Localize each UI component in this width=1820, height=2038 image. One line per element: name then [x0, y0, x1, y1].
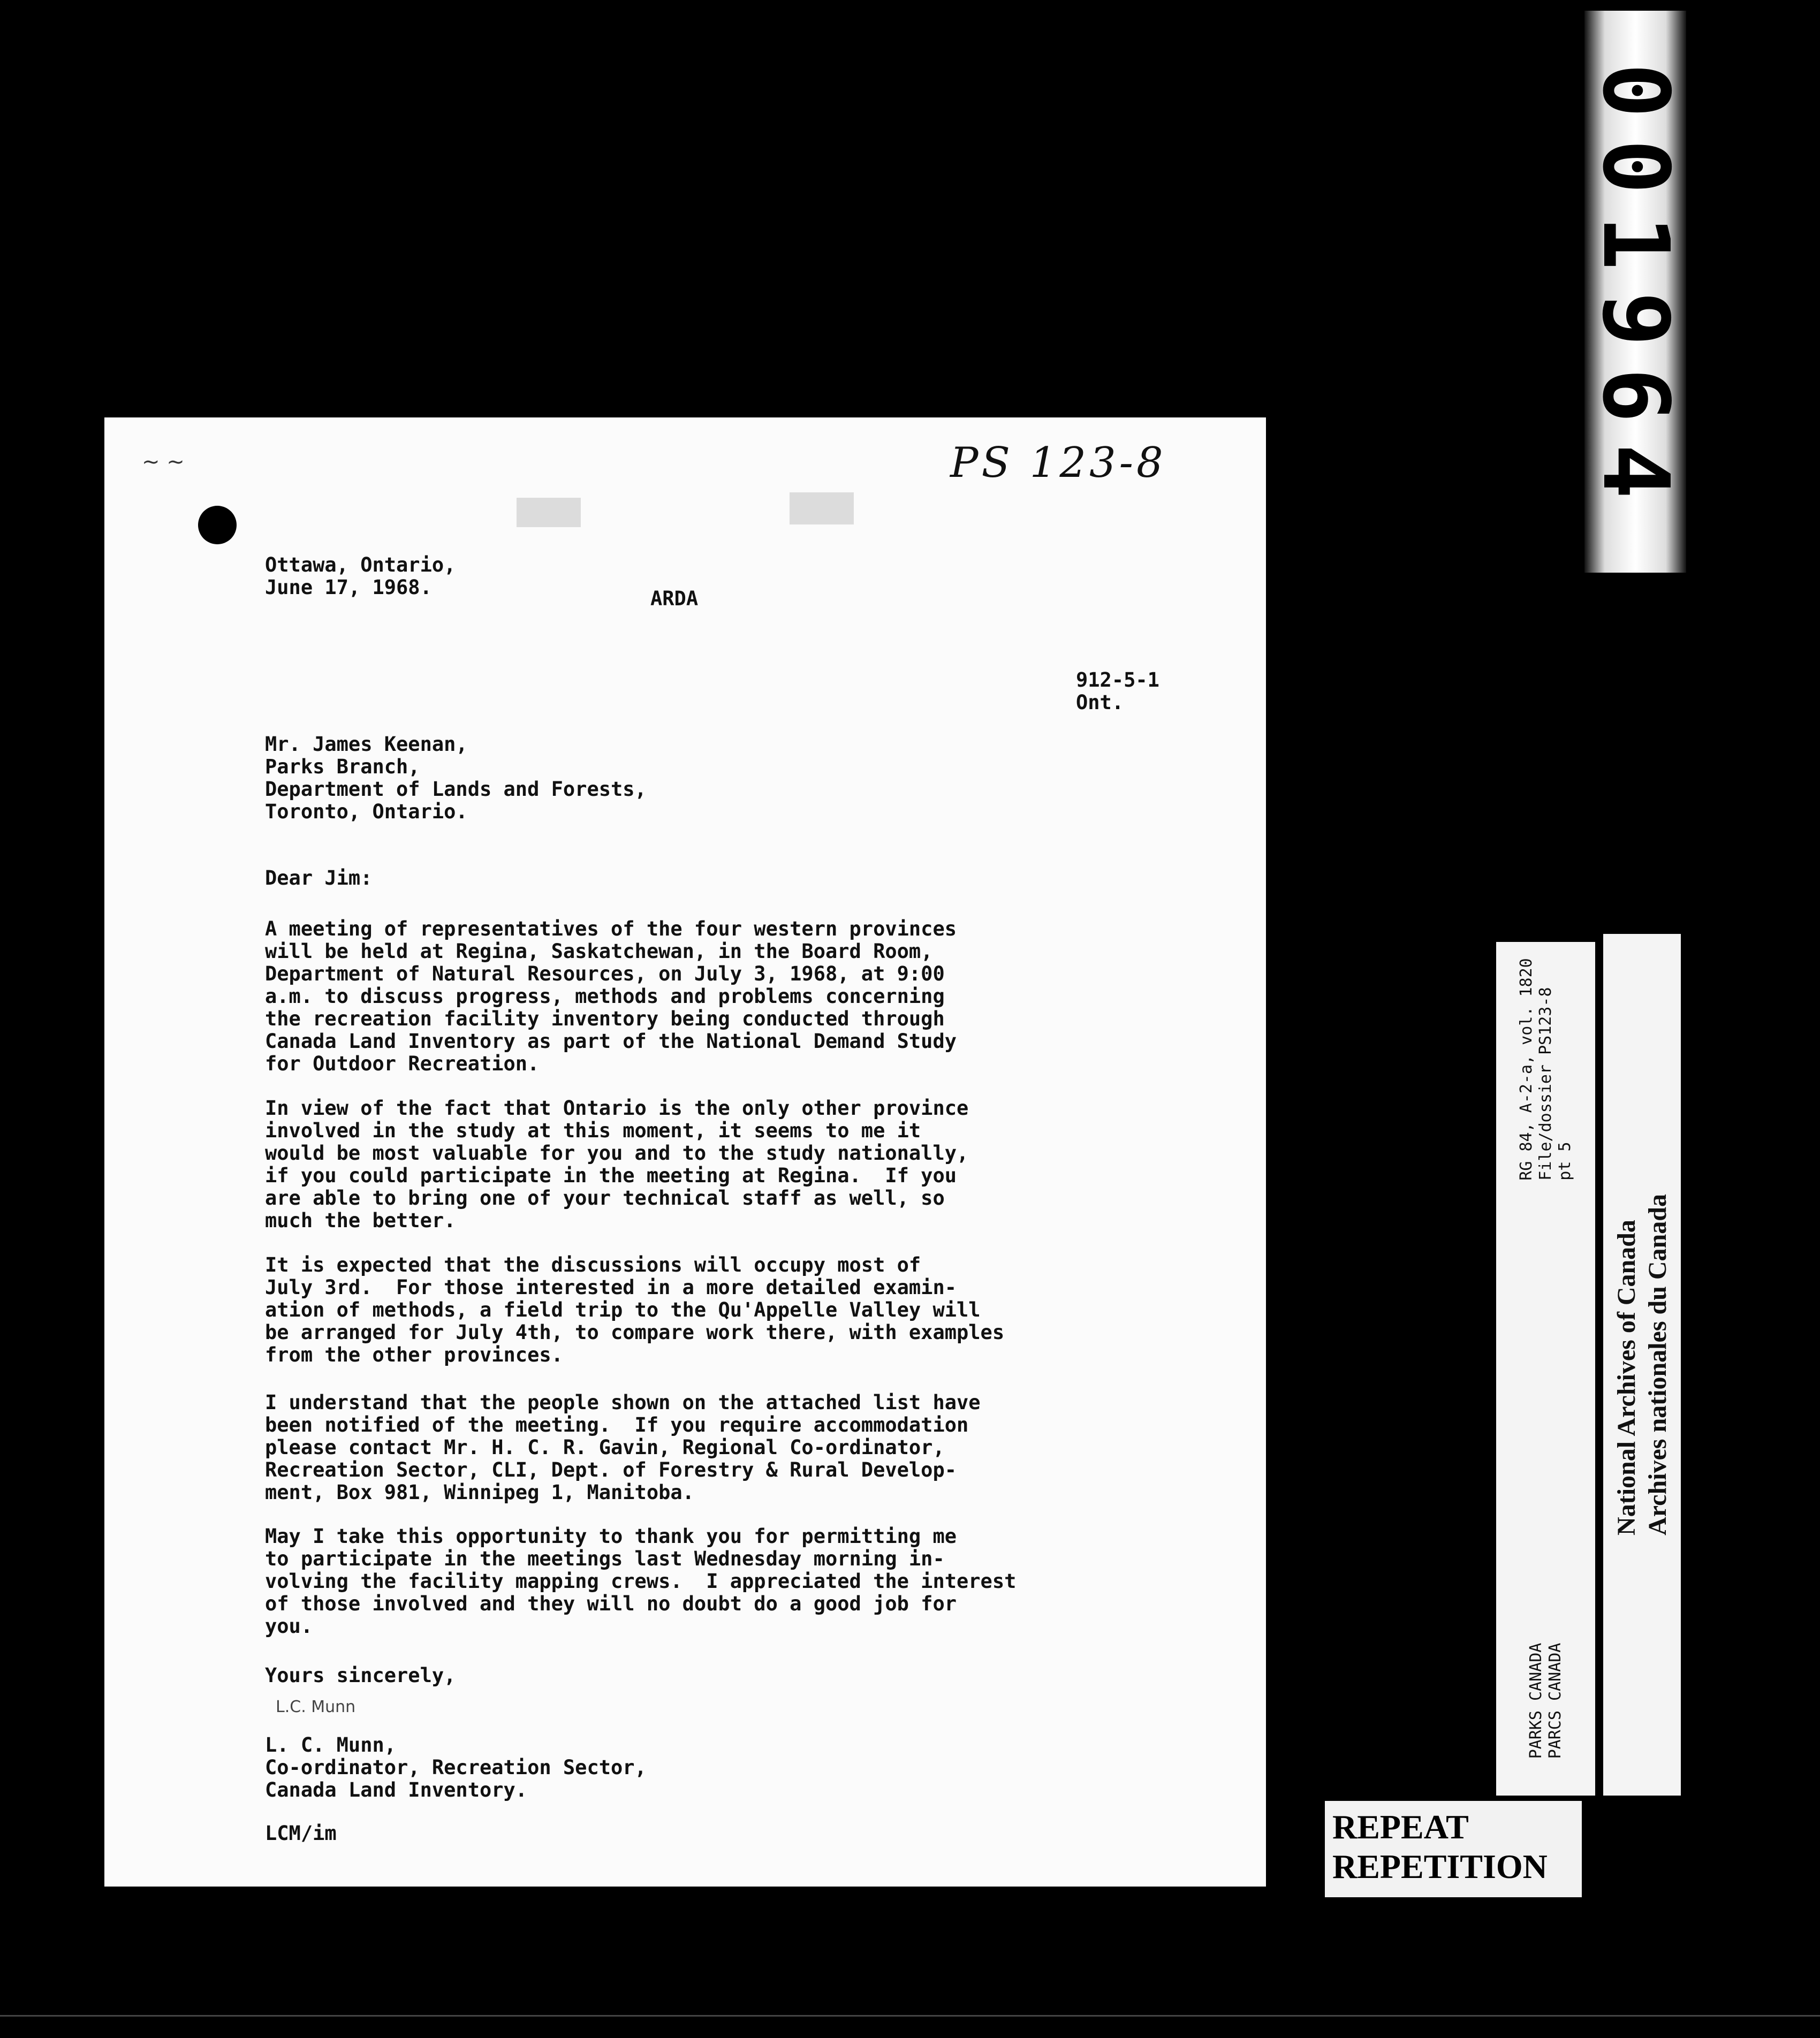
repeat-label: REPEAT	[1332, 1808, 1469, 1846]
punch-hole	[198, 506, 237, 544]
paragraph: I understand that the people shown on the attached list have been notified of the meeting. If you require accommodation please contact Mr. H. C. R. Gavin, Regional Co-ordinator, Recreation Sector, CLI, Dept. of Forestry & Rural Develop- ment, Box 981, Winnipeg 1, Manitoba.	[265, 1391, 981, 1504]
frame-number-strip	[1584, 11, 1686, 573]
paragraph: In view of the fact that Ontario is the only other province involved in the study at this moment, it seems to me it would be most valuable for you and to the study nationally, if you could participate in the meeting at Regina. If you are able to bring one of your technical staff as well, so much the better.	[265, 1097, 969, 1232]
record-group-reference: RG 84, A-2-a, vol. 1820	[1516, 957, 1536, 1181]
parcs-canada-label: PARCS CANADA	[1545, 1642, 1565, 1759]
film-edge-line	[0, 2015, 1820, 2017]
corner-mark: ~ ~	[142, 450, 185, 474]
letter-date: June 17, 1968.	[265, 576, 432, 599]
signer-name: L. C. Munn,	[265, 1733, 397, 1756]
signature: L.C. Munn	[276, 1698, 356, 1716]
stamp-smudge	[517, 498, 581, 527]
letter-page	[104, 417, 1266, 1887]
paragraph: A meeting of representatives of the four western provinces will be held at Regina, Saskatchewan, in the Board Room, Department of Natural Resources, on July 3, 1968, at 9:00 a.m. to discuss progress, methods and problems concerning the recreation facility inventory being conducted through Canada Land Inventory as part of the National Demand Study for Outdoor Recreation.	[265, 917, 957, 1075]
repeat-stamp	[1325, 1801, 1582, 1897]
letter-heading: ARDA	[650, 587, 699, 610]
address-line: Toronto, Ontario.	[265, 800, 468, 823]
archive-name-label	[1603, 934, 1681, 1796]
signer-organization: Canada Land Inventory.	[265, 1778, 528, 1801]
paragraph: May I take this opportunity to thank you for permitting me to participate in the meetings last Wednesday morning in- volving the facility mapping crews. I appreciated the interest of those involved and they will no doubt do a good job for you.	[265, 1525, 1017, 1638]
parks-canada-label: PARKS CANADA	[1526, 1642, 1545, 1759]
address-line: Mr. James Keenan,	[265, 733, 468, 756]
closing: Yours sincerely,	[265, 1664, 456, 1687]
letter-place: Ottawa, Ontario,	[265, 553, 456, 576]
typist-initials: LCM/im	[265, 1822, 337, 1845]
file-reference: 912-5-1	[1076, 668, 1159, 691]
salutation: Dear Jim:	[265, 866, 373, 889]
archive-name-french: Archives nationales du Canada	[1643, 1194, 1672, 1535]
part-reference: pt 5	[1555, 1141, 1574, 1181]
repetition-label: REPETITION	[1332, 1847, 1548, 1885]
file-dossier-reference: File/dossier PS123-8	[1536, 986, 1555, 1181]
handwritten-file-number: PS 123-8	[950, 439, 1166, 487]
address-line: Parks Branch,	[265, 755, 420, 778]
paragraph: It is expected that the discussions will occupy most of July 3rd. For those interested in a more detailed examin- ation of methods, a field trip to the Qu'Appelle Valley will be arranged for July 4th, to compare work there, with examples from the other provinces.	[265, 1253, 1005, 1366]
address-line: Department of Lands and Forests,	[265, 778, 647, 801]
signer-title: Co-ordinator, Recreation Sector,	[265, 1756, 647, 1779]
archive-name-english: National Archives of Canada	[1612, 1220, 1641, 1535]
frame-number: 001964	[1582, 63, 1688, 521]
file-reference-province: Ont.	[1076, 691, 1124, 714]
stamp-smudge	[790, 492, 854, 524]
archive-parks-block	[1496, 942, 1595, 1796]
